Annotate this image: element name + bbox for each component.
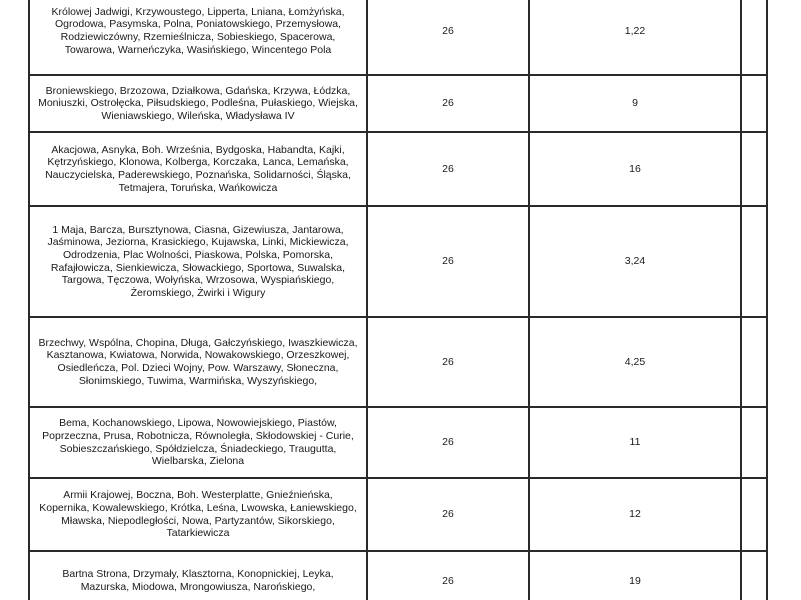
street-list-cell: Akacjowa, Asnyka, Boh. Września, Bydgoska, Habandta, Kajki, Kętrzyńskiego, Klonowa, Kolberga, Korczaka, Lanca, Lemańska, Nauczycielska, Paderewskiego, Poznańska, Solidarności, Śląska, Tetmajera, Toruńska, Wańkowicza bbox=[29, 132, 367, 206]
street-list-cell: Brzechwy, Wspólna, Chopina, Długa, Gałczyńskiego, Iwaszkiewicza, Kasztanowa, Kwiatowa, Norwida, Nowakowskiego, Orzeszkowej, Osiedleńcza, Pol. Dzieci Wojny, Pow. Warszawy, Słoneczna, Słonimskiego, Tuwima, Warmińska, Wyszyńskiego, bbox=[29, 317, 367, 407]
frequency-cell: 26 bbox=[367, 75, 529, 132]
table-edge bbox=[741, 75, 767, 132]
frequency-cell: 26 bbox=[367, 478, 529, 551]
frequency-cell: 26 bbox=[367, 551, 529, 600]
table-row bbox=[29, 0, 767, 75]
frequency-cell: 26 bbox=[367, 206, 529, 317]
frequency-cell: 26 bbox=[367, 317, 529, 407]
amount-cell: 12 bbox=[529, 478, 741, 551]
amount-cell: 11 bbox=[529, 407, 741, 478]
table-row bbox=[29, 478, 767, 551]
street-list-cell: Królowej Jadwigi, Krzywoustego, Lipperta, Lniana, Łomżyńska, Ogrodowa, Pasymska, Polna, Poniatowskiego, Przemysłowa, Rodziewiczówny, Rzemieślnicza, Sobieskiego, Spacerowa, Towarowa, Warneńczyka, Wasińskiego, Wincentego Pola bbox=[29, 0, 367, 75]
table-row bbox=[29, 407, 767, 478]
amount-cell: 4,25 bbox=[529, 317, 741, 407]
amount-cell: 16 bbox=[529, 132, 741, 206]
street-list-cell: Bartna Strona, Drzymały, Klasztorna, Konopnickiej, Leyka, Mazurska, Miodowa, Mrongowiusza, Narońskiego, bbox=[29, 551, 367, 600]
amount-cell: 1,22 bbox=[529, 0, 741, 75]
table-edge bbox=[741, 206, 767, 317]
amount-cell: 3,24 bbox=[529, 206, 741, 317]
collection-schedule-table bbox=[28, 0, 768, 600]
street-list-cell: 1 Maja, Barcza, Bursztynowa, Ciasna, Gizewiusza, Jantarowa, Jaśminowa, Jeziorna, Krasickiego, Kujawska, Linki, Mickiewicza, Odrodzenia, Plac Wolności, Piaskowa, Polska, Pomorska, Rafajłowicza, Sienkiewicza, Słowackiego, Sportowa, Suwalska, Targowa, Tęczowa, Wołyńska, Wrzosowa, Wyspiańskiego, Żeromskiego, Żwirki i Wigury bbox=[29, 206, 367, 317]
table-row bbox=[29, 551, 767, 600]
table-edge bbox=[741, 407, 767, 478]
frequency-cell: 26 bbox=[367, 0, 529, 75]
frequency-cell: 26 bbox=[367, 407, 529, 478]
amount-cell: 19 bbox=[529, 551, 741, 600]
table-edge bbox=[741, 0, 767, 75]
table-edge bbox=[741, 317, 767, 407]
table-row bbox=[29, 206, 767, 317]
table-edge bbox=[741, 551, 767, 600]
amount-cell: 9 bbox=[529, 75, 741, 132]
frequency-cell: 26 bbox=[367, 132, 529, 206]
table-edge bbox=[741, 478, 767, 551]
street-list-cell: Armii Krajowej, Boczna, Boh. Westerplatte, Gnieźnieńska, Kopernika, Kowalewskiego, Krótka, Leśna, Lwowska, Łaniewskiego, Mławska, Niepodległości, Nowa, Partyzantów, Sikorskiego, Tatarkiewicza bbox=[29, 478, 367, 551]
table-row bbox=[29, 75, 767, 132]
street-list-cell: Broniewskiego, Brzozowa, Działkowa, Gdańska, Krzywa, Łódzka, Moniuszki, Ostrołęcka, Piłsudskiego, Podleśna, Pułaskiego, Wiejska, Wieniawskiego, Wileńska, Władysława IV bbox=[29, 75, 367, 132]
table-edge bbox=[741, 132, 767, 206]
table-row bbox=[29, 317, 767, 407]
street-list-cell: Bema, Kochanowskiego, Lipowa, Nowowiejskiego, Piastów, Poprzeczna, Prusa, Robotnicza, Równoległa, Skłodowskiej - Curie, Sobieszczańskiego, Spółdzielcza, Śniadeckiego, Traugutta, Wielbarska, Zielona bbox=[29, 407, 367, 478]
table-row bbox=[29, 132, 767, 206]
